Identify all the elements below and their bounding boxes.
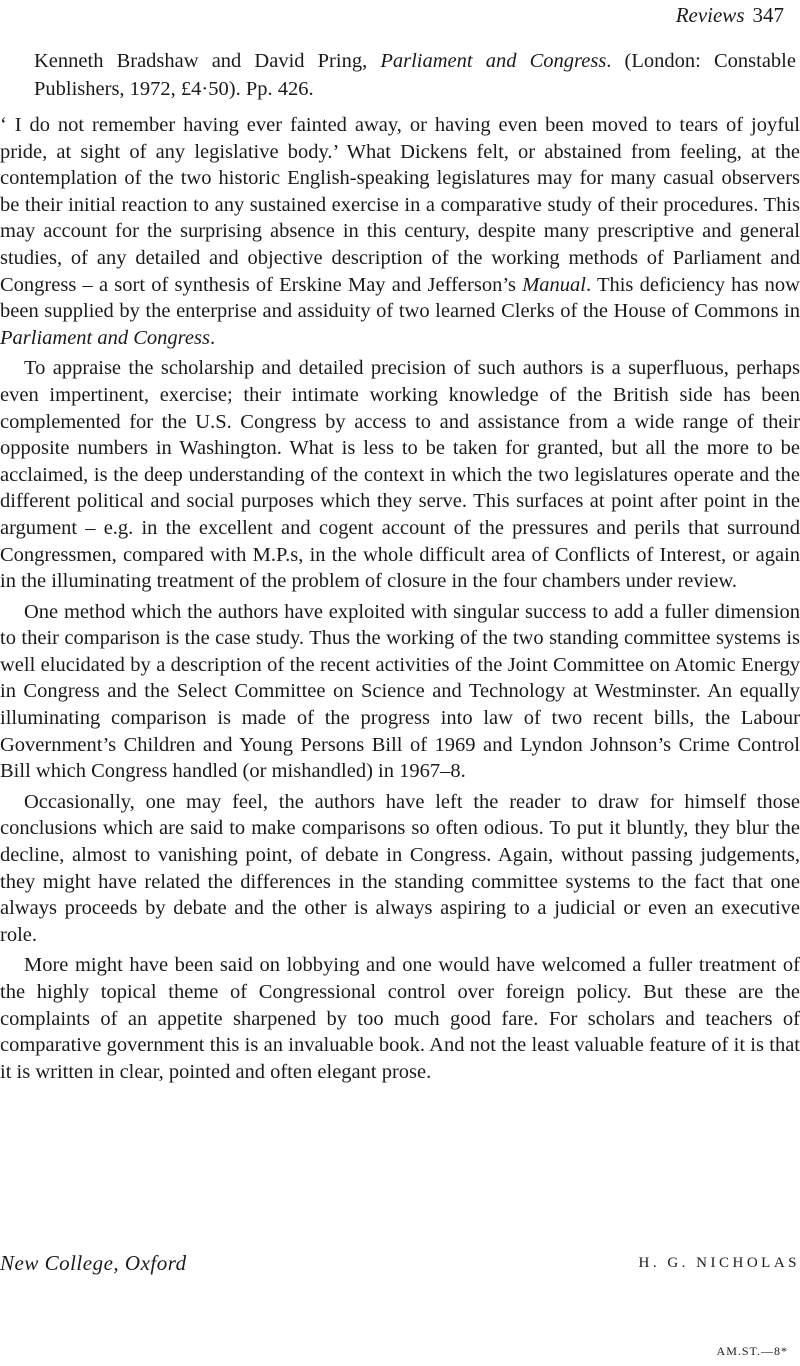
- review-signature: [0, 1251, 800, 1281]
- page-number: 347: [752, 3, 784, 27]
- paragraph-1: [0, 112, 800, 351]
- paragraph-5: More might have been said on lobbying and one would have welcomed a fuller treatment of the highly topical theme of Congressional control over foreign policy. But these are the complaints of an appetite sharpened by too much good fare. For scholars and teachers of comparative government this is an invaluable book. And not the least valuable feature of it is that it is written in clear, pointed and often elegant prose.: [0, 954, 800, 1083]
- paragraph-4: Occasionally, one may feel, the authors have left the reader to draw for himself those conclusions which are said to make comparisons so often odious. To put it bluntly, they blur the decline, almost to vanishing point, of debate in Congress. Again, without passing judgements, they might have related the differences in the standing committee systems to the fact that one always proceeds by debate and the other is always aspiring to a judicial or even an executive role.: [0, 790, 800, 946]
- paragraph-1-text-c: . This deficiency has now been supplied by the enterprise and assiduity of two learned Clerks of the House of Commons in: [0, 273, 800, 323]
- footer-signature-mark: AM.ST.—8*: [716, 1344, 788, 1358]
- paragraph-3: One method which the authors have exploited with singular success to add a fuller dimension to their comparison is the case study. Thus the working of the two standing committee systems is well elucidated by a description of the recent activities of the Joint Committee on Atomic Energy in Congress and the Select Committee on Science and Technology at Westminster. An equally illuminating comparison is made of the progress into law of two recent bills, the Labour Government’s Children and Young Persons Bill of 1969 and Lyndon Johnson’s Crime Control Bill which Congress handled (or mishandled) in 1967–8.: [0, 600, 800, 783]
- paragraph-1-text-a: ‘ I do not remember having ever fainted away, or having even been moved to tears of joyful pride, at sight of any legislative body.’ What Dickens felt, or abstained from feeling, at the contemplation of the two historic English-speaking legislatures may for many casual observers be their initial reaction to any sustained exercise in a comparative study of their procedures. This may account for the surprising absence in this century, despite many prescriptive and general studies, of any detailed and objective description of the working methods of Parliament and Congress – a sort of synthesis of Erskine May and Jefferson’s: [0, 114, 800, 296]
- signature-place: New College, Oxford: [0, 1251, 187, 1275]
- citation-details: . (London: Constable Publishers, 1972, £4·50). Pp. 426.: [34, 50, 796, 100]
- running-head-label: Reviews: [675, 3, 745, 27]
- review-body: [0, 112, 800, 1089]
- paragraph-1-italic-manual: Manual: [522, 273, 586, 296]
- running-head: [676, 2, 784, 28]
- citation-authors: Kenneth Bradshaw and David Pring,: [34, 50, 381, 72]
- citation-title: Parliament and Congress: [380, 50, 607, 72]
- signature-author: H. G. NICHOLAS: [638, 1255, 800, 1271]
- book-citation: [34, 47, 796, 103]
- paragraph-1-italic-title: Parliament and Congress: [0, 326, 210, 349]
- paragraph-2: To appraise the scholarship and detailed precision of such authors is a superfluous, perhaps even impertinent, exercise; their intimate working knowledge of the British side has been complemented for the U.S. Congress by access to and assistance from a wide range of their opposite numbers in Washington. What is less to be taken for granted, but all the more to be acclaimed, is the deep understanding of the context in which the two legislatures operate and the different political and social purposes which they serve. This surfaces at point after point in the argument – e.g. in the excellent and cogent account of the pressures and perils that surround Congressmen, compared with M.P.s, in the whole difficult area of Conflicts of Interest, or again in the illuminating treatment of the problem of closure in the four chambers under review.: [0, 357, 800, 593]
- paragraph-1-text-e: .: [209, 326, 216, 349]
